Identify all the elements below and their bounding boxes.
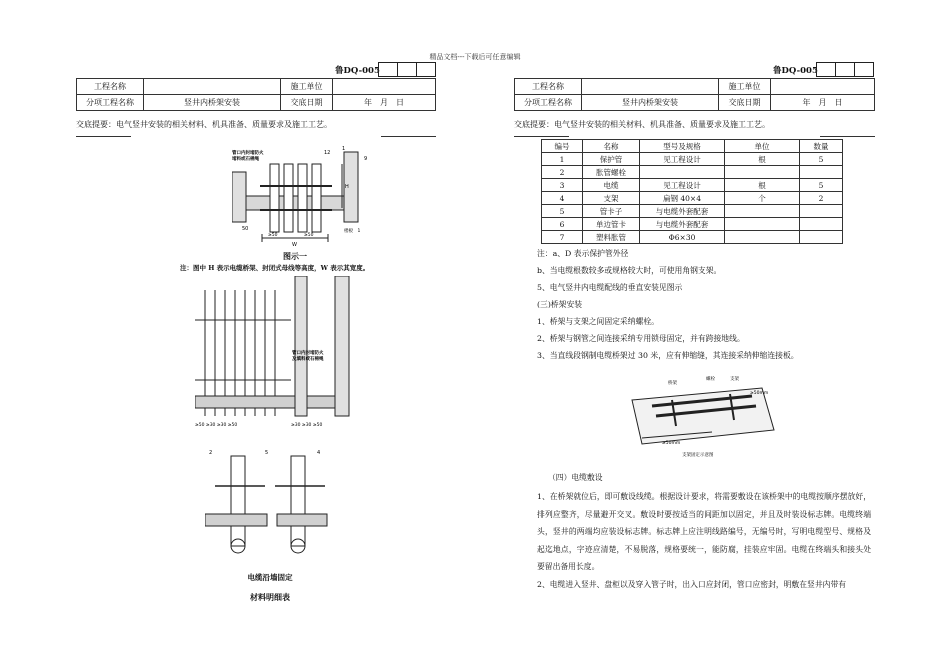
figure-bracket-fixing bbox=[622, 370, 782, 458]
table-row bbox=[542, 218, 843, 231]
project-name-label-r: 工程名称 bbox=[515, 79, 582, 95]
cell-name: 支架 bbox=[583, 192, 640, 205]
note-2: 5、电气竖井内电缆配线的垂直安装见图示 bbox=[537, 283, 683, 292]
fig1-label-top: 管口内封堵防火堵料或石棉绳 bbox=[232, 151, 264, 162]
cell-qty: 2 bbox=[800, 192, 843, 205]
fig1-dim50: 50 bbox=[242, 226, 249, 232]
note-0: 注：a、D 表示保护管外径 bbox=[537, 249, 629, 258]
cell-name: 塑料胀管 bbox=[583, 231, 640, 244]
sub-project-value-r: 竖井内桥架安装 bbox=[582, 95, 719, 111]
fig1-note: 注：图中 H 表示电缆桥架、封闭式母线等高度，W 表示其宽度。 bbox=[180, 264, 370, 272]
fig1-dimH: H bbox=[345, 184, 349, 190]
project-name-label: 工程名称 bbox=[77, 79, 144, 95]
figure-shaft-vertical bbox=[195, 276, 355, 444]
handover-date-value-r: 年 月 日 bbox=[771, 95, 875, 111]
fig4-caption: 支架固定示意图 bbox=[682, 453, 714, 458]
note-4: 1、桥架与支架之间固定采纳螺栓。 bbox=[537, 317, 659, 326]
fig1-dim-left: ≥50 bbox=[268, 233, 278, 238]
summary-rule-right-b bbox=[820, 136, 875, 137]
cell-spec: 与电缆外套配套 bbox=[640, 218, 725, 231]
form-code-left: 鲁DQ-005 bbox=[335, 66, 380, 76]
cell-qty bbox=[800, 218, 843, 231]
fig1-floor-label: 楼板 1 bbox=[344, 229, 361, 234]
materials-title: 材料明细表 bbox=[250, 592, 290, 602]
construction-unit-value[interactable] bbox=[333, 79, 436, 95]
construction-unit-value-r[interactable] bbox=[771, 79, 875, 95]
fig4-dim1: ≥50mm bbox=[750, 391, 769, 396]
col-name: 名称 bbox=[583, 140, 640, 153]
cell-unit: 个 bbox=[725, 192, 800, 205]
fig1-n1: 1 bbox=[342, 146, 346, 152]
table-row bbox=[542, 179, 843, 192]
cell-unit bbox=[725, 166, 800, 179]
fig1-n9: 9 bbox=[364, 156, 368, 162]
fig2-label-mid: 管口内封堵防火及填料或石棉绳 bbox=[292, 351, 324, 362]
col-unit: 单位 bbox=[725, 140, 800, 153]
top-note: 精品文档---下载后可任意编辑 bbox=[429, 53, 521, 61]
cell-spec bbox=[640, 166, 725, 179]
cell-no: 2 bbox=[542, 166, 583, 179]
cell-unit bbox=[725, 205, 800, 218]
construction-unit-label: 施工单位 bbox=[281, 79, 333, 95]
col-qty: 数量 bbox=[800, 140, 843, 153]
cell-no: 6 bbox=[542, 218, 583, 231]
handover-date-value: 年 月 日 bbox=[333, 95, 436, 111]
col-spec: 型号及规格 bbox=[640, 140, 725, 153]
fig1-n12: 12 bbox=[324, 150, 331, 156]
fig1-dimW: W bbox=[292, 242, 297, 248]
summary-left: 交底提要：电气竖井安装的相关材料、机具准备、质量要求及施工工艺。 bbox=[76, 120, 332, 129]
cell-unit bbox=[725, 218, 800, 231]
cell-spec: 见工程设计 bbox=[640, 153, 725, 166]
cell-no: 1 bbox=[542, 153, 583, 166]
summary-rule-right-a bbox=[514, 136, 569, 137]
cell-no: 5 bbox=[542, 205, 583, 218]
fig3-n5: 5 bbox=[265, 450, 269, 456]
fig4-dim2: ≥50mm bbox=[662, 441, 681, 446]
fig2-dim-row-left: ≥50 ≥30 ≥30 ≥50 bbox=[195, 423, 238, 428]
fig4-label-b: 螺栓 bbox=[706, 377, 715, 382]
cell-qty: 5 bbox=[800, 153, 843, 166]
fig3-n4: 4 bbox=[317, 450, 321, 456]
project-name-value[interactable] bbox=[144, 79, 281, 95]
material-table-header bbox=[542, 140, 843, 153]
table-row bbox=[542, 231, 843, 244]
cell-name: 电缆 bbox=[583, 179, 640, 192]
cell-spec: 扁钢 40×4 bbox=[640, 192, 725, 205]
paragraph-1: 1、在桥架就位后，即可敷设线缆。根据设计要求，将需要敷设在该桥架中的电缆按顺序摆放好，排列应整齐，尽量避开交叉。敷设时要按适当的间距加以固定，并且及时装设标志牌。电缆终端头，竖井的两端均应装设标志牌。标志牌上应注明线路编号，无编号时，写明电缆型号、规格及起迄地点，字迹应清楚，不易脱落，规格要统一，能防腐，挂装应牢固。电缆在终端头和接头处要留出备用长度。 bbox=[537, 492, 871, 571]
sub-project-label-r: 分项工程名称 bbox=[515, 95, 582, 111]
summary-rule-left-a bbox=[76, 136, 131, 137]
form-code-right: 鲁DQ-005 bbox=[773, 66, 818, 76]
cell-qty: 5 bbox=[800, 179, 843, 192]
figure-shaft-section bbox=[232, 146, 382, 248]
form-code-boxes-right bbox=[816, 62, 874, 77]
material-table bbox=[541, 139, 843, 244]
cell-qty bbox=[800, 205, 843, 218]
handover-date-label: 交底日期 bbox=[281, 95, 333, 111]
section-3-title: (三)桥架安装 bbox=[537, 300, 583, 309]
fig3-n2: 2 bbox=[209, 450, 213, 456]
construction-unit-label-r: 施工单位 bbox=[719, 79, 771, 95]
cell-no: 4 bbox=[542, 192, 583, 205]
cell-no: 3 bbox=[542, 179, 583, 192]
fig3-caption: 电缆沿墙固定 bbox=[247, 573, 293, 582]
cell-unit: 根 bbox=[725, 179, 800, 192]
note-1: b、当电缆根数较多或规格较大时，可使用角钢支架。 bbox=[537, 266, 722, 275]
cell-unit: 根 bbox=[725, 153, 800, 166]
cell-qty bbox=[800, 231, 843, 244]
col-no: 编号 bbox=[542, 140, 583, 153]
note-6: 3、当直线段钢制电缆桥架过 30 米，应有伸缩缝，其连接采纳伸缩连接板。 bbox=[537, 351, 799, 360]
paragraph-2: 2、电缆进入竖井、盘柜以及穿入管子时，出入口应封闭，管口应密封，明敷在竖井内带有 bbox=[537, 580, 847, 589]
summary-rule-left-b bbox=[381, 136, 436, 137]
form-code-boxes-left bbox=[378, 62, 436, 77]
cell-name: 单边管卡 bbox=[583, 218, 640, 231]
cell-name: 管卡子 bbox=[583, 205, 640, 218]
cell-unit bbox=[725, 231, 800, 244]
fig4-label-a: 桥架 bbox=[668, 381, 677, 386]
note-5: 2、桥架与钢管之间连接采纳专用锁母固定，并有跨接地线。 bbox=[537, 334, 745, 343]
cell-spec: Φ6×30 bbox=[640, 231, 725, 244]
handover-date-label-r: 交底日期 bbox=[719, 95, 771, 111]
cell-qty bbox=[800, 166, 843, 179]
section-4-title: （四）电缆敷设 bbox=[548, 473, 603, 482]
cell-name: 胀管螺栓 bbox=[583, 166, 640, 179]
project-name-value-r[interactable] bbox=[582, 79, 719, 95]
cell-no: 7 bbox=[542, 231, 583, 244]
cell-name: 保护管 bbox=[583, 153, 640, 166]
header-table-left bbox=[76, 78, 436, 111]
header-table-right bbox=[514, 78, 875, 111]
table-row bbox=[542, 205, 843, 218]
cell-spec: 见工程设计 bbox=[640, 179, 725, 192]
summary-right: 交底提要：电气竖井安装的相关材料、机具准备、质量要求及施工工艺。 bbox=[514, 120, 770, 129]
fig2-dim-row-right: ≥30 ≥30 ≥50 bbox=[291, 423, 323, 428]
fig1-caption: 图示一 bbox=[283, 251, 307, 261]
table-row bbox=[542, 192, 843, 205]
cell-spec: 与电缆外套配套 bbox=[640, 205, 725, 218]
sub-project-label: 分项工程名称 bbox=[77, 95, 144, 111]
sub-project-value: 竖井内桥架安装 bbox=[144, 95, 281, 111]
figure-cable-wall-fixing bbox=[205, 446, 335, 566]
table-row bbox=[542, 166, 843, 179]
table-row bbox=[542, 153, 843, 166]
fig1-dim-right: ≥50 bbox=[304, 233, 314, 238]
fig4-label-c: 支架 bbox=[730, 377, 739, 382]
